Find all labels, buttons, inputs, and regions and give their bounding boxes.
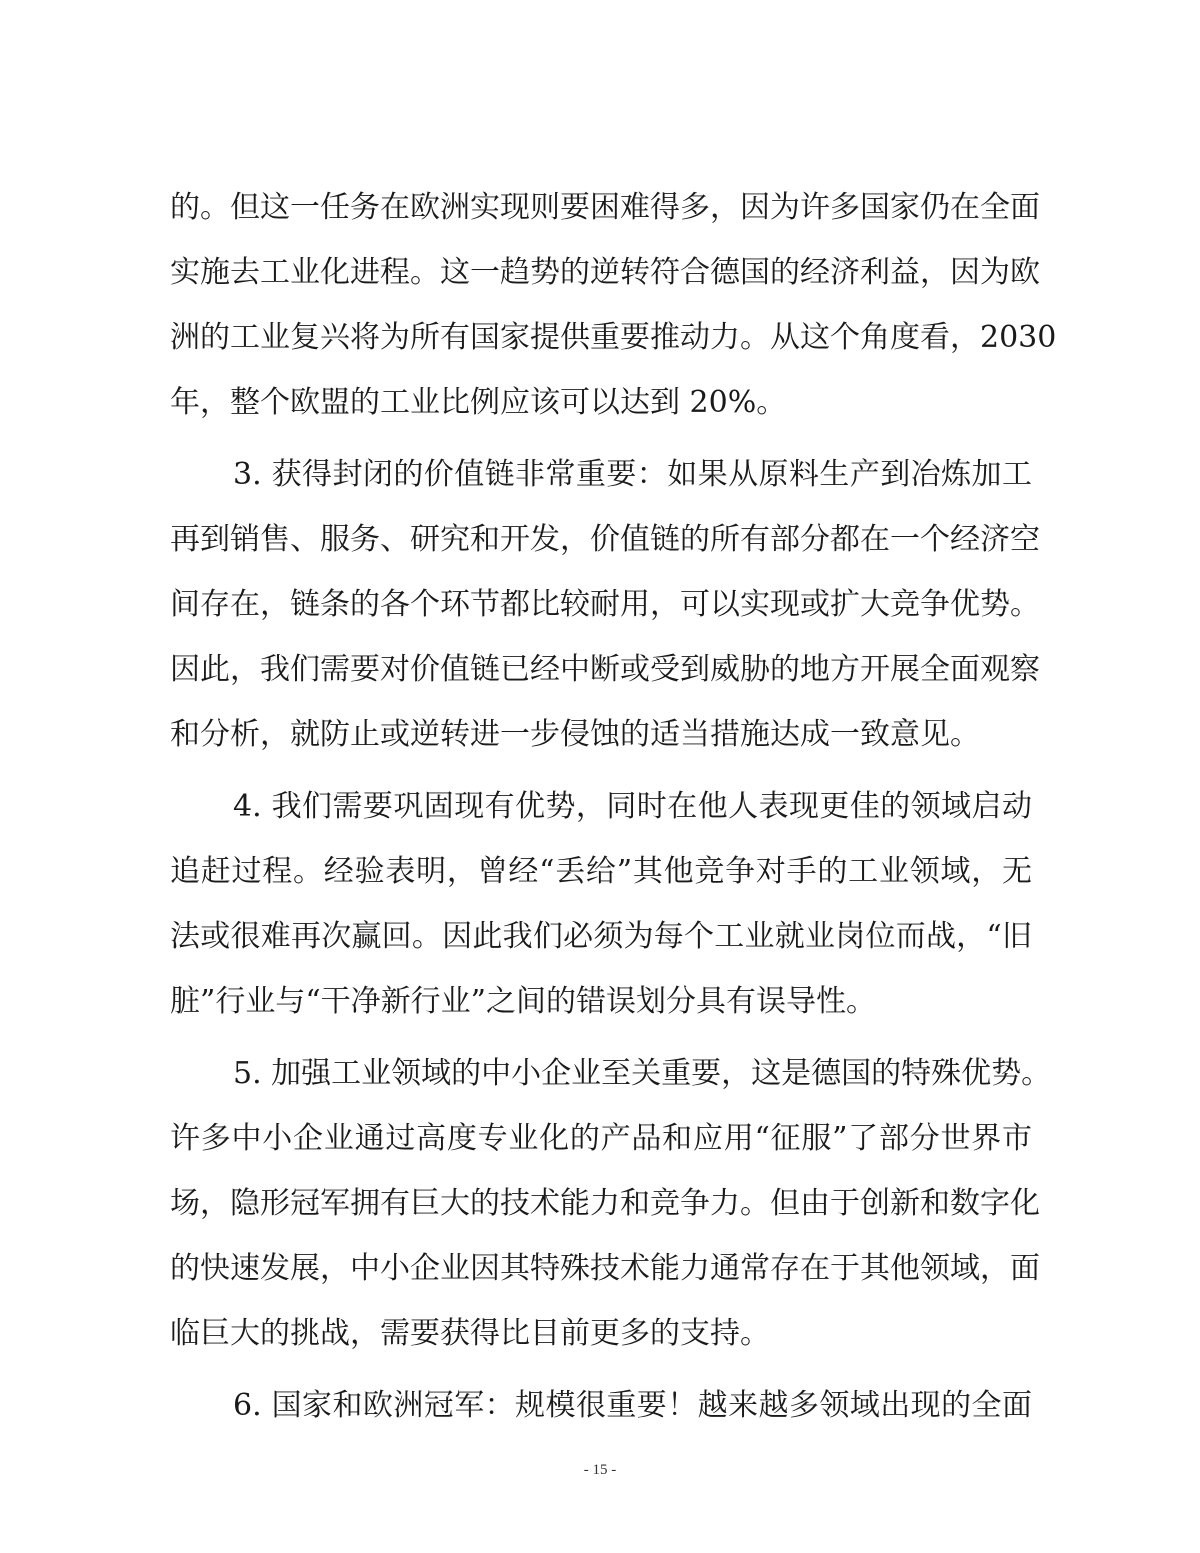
text-line: 脏”行业与“干净新行业”之间的错误划分具有误导性。	[170, 984, 877, 1019]
text-line: 追赶过程。经验表明，曾经“丢给”其他竞争对手的工业领域，无	[170, 854, 1032, 889]
text-line: 3. 获得封闭的价值链非常重要：如果从原料生产到冶炼加工	[233, 457, 1032, 492]
body-text	[170, 175, 1057, 1445]
paragraph-4	[170, 774, 1032, 1034]
paragraph-3	[170, 442, 1040, 767]
text-line: 4. 我们需要巩固现有优势，同时在他人表现更佳的领域启动	[233, 789, 1032, 824]
text-line: 因此，我们需要对价值链已经中断或受到威胁的地方开展全面观察	[170, 652, 1040, 687]
text-line: 间存在，链条的各个环节都比较耐用，可以实现或扩大竞争优势。	[170, 587, 1040, 622]
paragraph-continuation	[170, 175, 1057, 435]
paragraph-6	[170, 1373, 1032, 1438]
text-line: 场，隐形冠军拥有巨大的技术能力和竞争力。但由于创新和数字化	[170, 1186, 1040, 1221]
text-line: 洲的工业复兴将为所有国家提供重要推动力。从这个角度看，2030	[170, 320, 1057, 355]
text-line: 法或很难再次赢回。因此我们必须为每个工业就业岗位而战，“旧	[170, 919, 1032, 954]
text-line: 的。但这一任务在欧洲实现则要困难得多，因为许多国家仍在全面	[170, 190, 1040, 225]
text-line: 实施去工业化进程。这一趋势的逆转符合德国的经济利益，因为欧	[170, 255, 1040, 290]
page-number: - 15 -	[583, 1462, 617, 1478]
text-line: 6. 国家和欧洲冠军：规模很重要！越来越多领域出现的全面	[233, 1388, 1032, 1423]
text-line: 和分析，就防止或逆转进一步侵蚀的适当措施达成一致意见。	[170, 717, 980, 752]
text-line: 许多中小企业通过高度专业化的产品和应用“征服”了部分世界市	[170, 1121, 1032, 1156]
paragraph-5	[170, 1041, 1052, 1366]
text-line: 的快速发展，中小企业因其特殊技术能力通常存在于其他领域，面	[170, 1251, 1040, 1286]
text-line: 5. 加强工业领域的中小企业至关重要，这是德国的特殊优势。	[233, 1056, 1052, 1091]
text-line: 年，整个欧盟的工业比例应该可以达到 20%。	[170, 385, 787, 420]
text-line: 再到销售、服务、研究和开发，价值链的所有部分都在一个经济空	[170, 522, 1040, 557]
text-line: 临巨大的挑战，需要获得比目前更多的支持。	[170, 1316, 770, 1351]
